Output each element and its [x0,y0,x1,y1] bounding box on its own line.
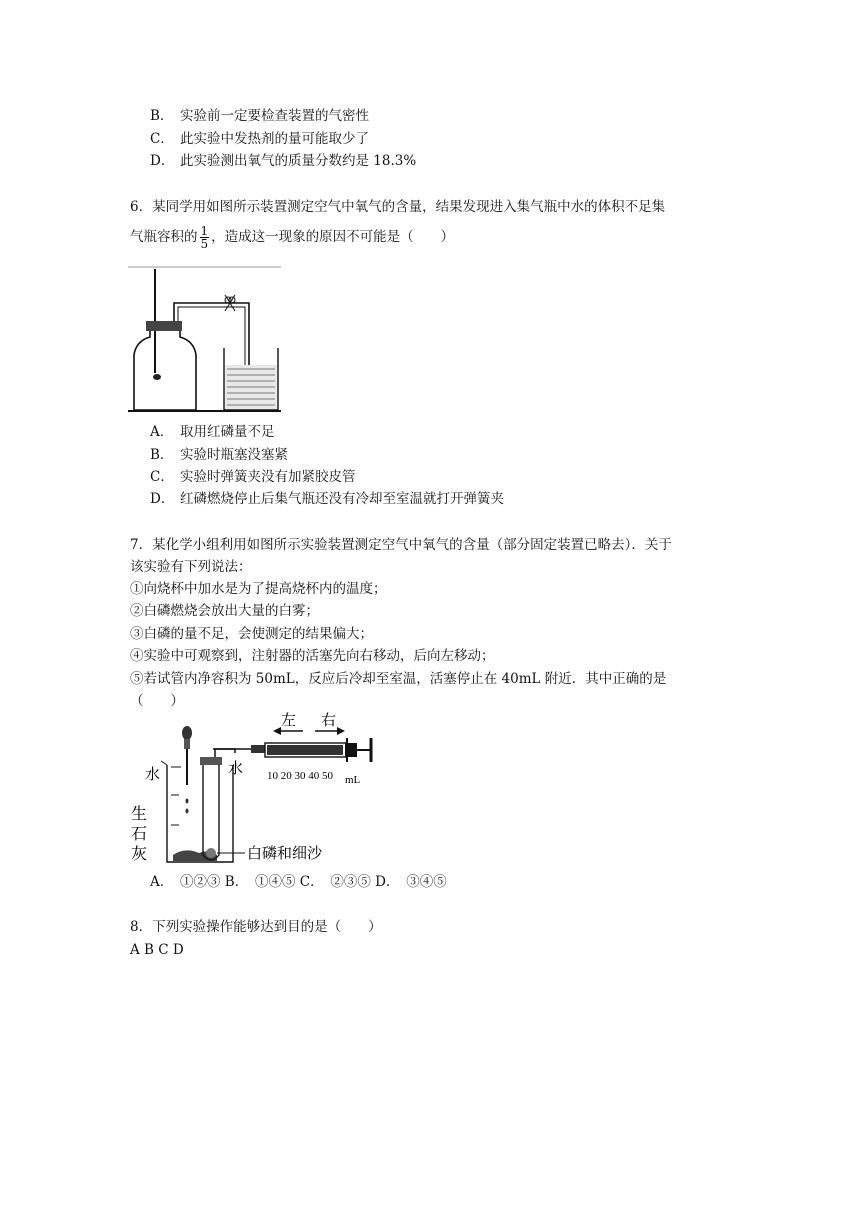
q7-answer-options: A． ①②③ B． ①④⑤ C． ②③⑤ D． ③④⑤ [150,874,447,890]
right-label: 右 [321,711,337,729]
q5-option-b: B． 实验前一定要检查装置的气密性 [150,108,369,124]
quicklime-label-1: 生 [131,804,148,823]
q7-statement-4: ④实验中可观察到，注射器的活塞先向右移动，后向左移动； [130,648,495,664]
q6-stem-line2: 气瓶容积的 $\frac{1}{5}$ ，造成这一现象的原因不可能是（ ） [130,224,455,251]
q6-stem-line1: 6．某同学用如图所示装置测定空气中氧气的含量，结果发现进入集气瓶中水的体积不足集 [130,199,666,215]
syringe-unit: mL [345,774,361,786]
q6-option-a: A． 取用红磷量不足 [150,424,275,440]
quicklime-label-3: 灰 [131,844,148,863]
q7-stem-line2: 该实验有下列说法： [130,559,252,575]
q7-statement-5: ⑤若试管内净容积为 50mL，反应后冷却至室温，活塞停止在 40mL 附近．其中正确的是 [130,671,667,687]
q5-option-c: C． 此实验中发热剂的量可能取少了 [150,131,369,147]
q8-choices: A B C D [130,942,184,958]
q6-option-b: B． 实验时瓶塞没塞紧 [150,447,288,463]
fraction-one-fifth: $\frac{1}{5}$ [200,224,209,251]
water-label-left: 水 [145,765,161,783]
q7-apparatus-diagram [131,711,385,865]
left-label: 左 [281,711,297,729]
q6-apparatus-diagram [128,265,288,415]
q7-statement-3: ③白磷的量不足，会使测定的结果偏大； [130,626,373,642]
q7-statement-1: ①向烧杯中加水是为了提高烧杯内的温度； [130,581,387,597]
q7-stem-line1: 7．某化学小组利用如图所示实验装置测定空气中氧气的含量（部分固定装置已略去）．关于 [130,537,672,553]
quicklime-label-2: 石 [131,824,148,843]
q7-statement-2: ②白磷燃烧会放出大量的白雾； [130,603,319,619]
syringe-scale: 10 20 30 40 50 [267,770,333,782]
phosphorus-label: 白磷和细沙 [247,844,323,862]
q7-stem-end: （ ） [130,693,184,709]
water-label-right: 水 [228,759,244,777]
q5-option-d: D． 此实验测出氧气的质量分数约是 18.3% [150,153,417,169]
q8-stem: 8．下列实验操作能够达到目的是（ ） [130,919,382,935]
q6-option-d: D． 红磷燃烧停止后集气瓶还没有冷却至室温就打开弹簧夹 [150,491,504,507]
q6-option-c: C． 实验时弹簧夹没有加紧胶皮管 [150,469,356,485]
